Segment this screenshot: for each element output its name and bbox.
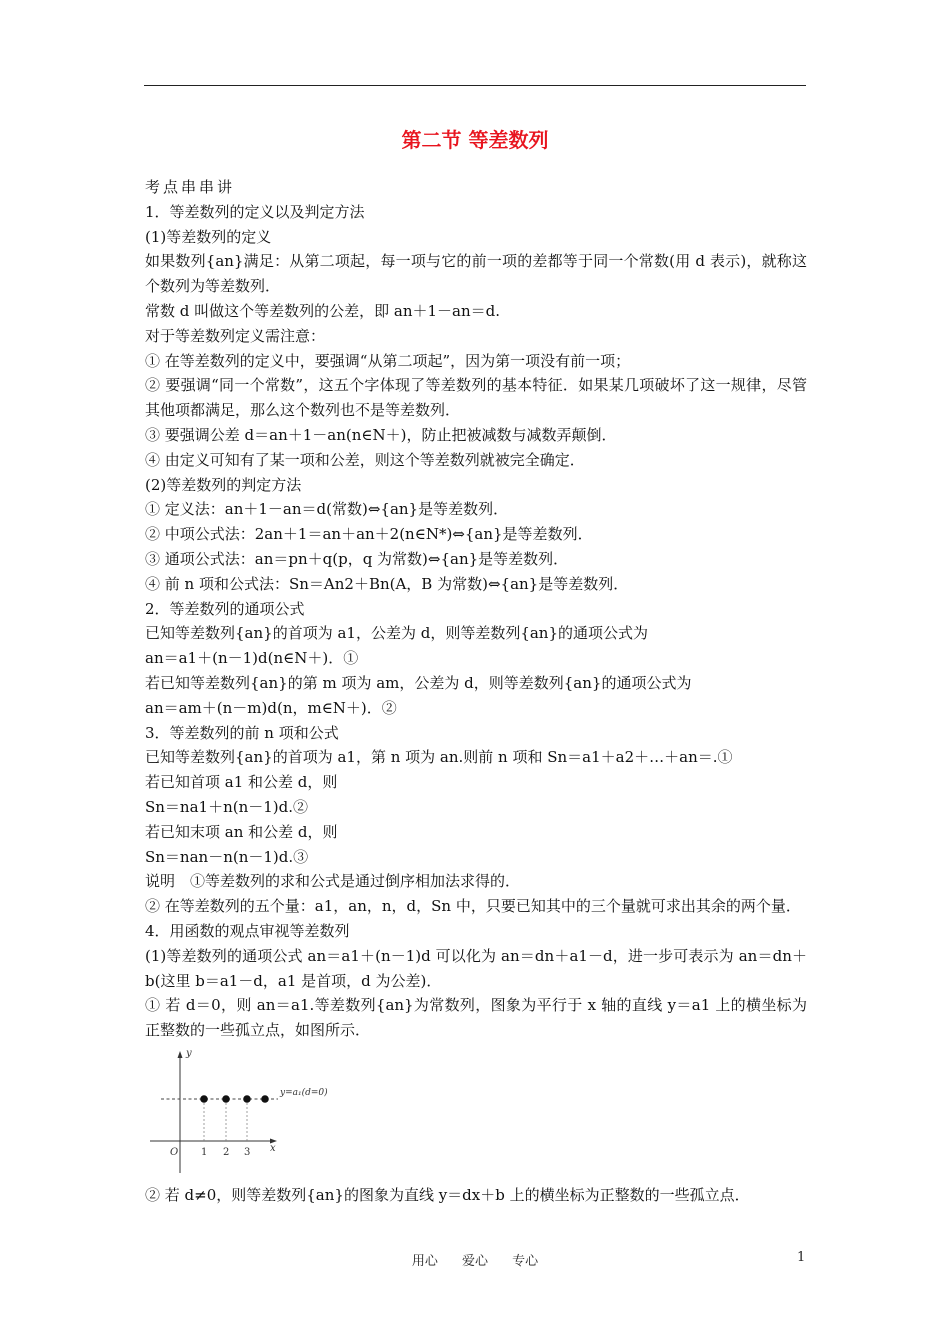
page-number: 1	[797, 1250, 806, 1265]
text-line: 已知等差数列{an}的首项为 a1，第 n 项为 an.则前 n 项和 Sn＝a1＋a2＋…＋an＝.①	[145, 748, 733, 767]
footer-text: 用心	[411, 1254, 438, 1269]
text-line: (1)等差数列的通项公式 an＝a1＋(n－1)d 可以化为 an＝dn＋a1－d，进一步可表示为 an＝dn＋b(这里 b＝a1－d，a1 是首项，d 为公差)．	[145, 946, 807, 990]
text-line: an＝am＋(n－m)d(n，m∈N＋)．②	[145, 698, 397, 717]
text-line: ① 定义法：an＋1－an＝d(常数)⇔{an}是等差数列．	[145, 500, 509, 519]
text-line: ② 中项公式法：2an＋1＝an＋an＋2(n∈N*)⇔{an}是等差数列．	[145, 525, 593, 544]
text-line: 常数 d 叫做这个等差数列的公差，即 an＋1－an＝d.	[145, 301, 501, 320]
text-line: ④ 前 n 项和公式法：Sn＝An2＋Bn(A，B 为常数)⇔{an}是等差数列．	[145, 574, 629, 593]
text-line: ② 要强调“同一个常数”，这五个字体现了等差数列的基本特征．如果某几项破坏了这一规律，尽管其他项都满足，那么这个数列也不是等差数列．	[145, 376, 807, 420]
section-heading: 考点串串讲	[145, 178, 236, 196]
text-line: ③ 要强调公差 d＝an＋1－an(n∈N＋)，防止把被减数与减数弄颠倒．	[145, 425, 617, 444]
text-line: 对于等差数列定义需注意：	[145, 326, 326, 345]
text-line: 4．用函数的观点审视等差数列	[145, 921, 350, 940]
x-tick-label: 1	[201, 1146, 208, 1158]
origin-label: O	[170, 1146, 179, 1158]
footer-text: 爱心	[461, 1254, 488, 1269]
page-footer	[0, 1250, 950, 1269]
text-line: 若已知等差数列{an}的第 m 项为 am，公差为 d，则等差数列{an}的通项公式为	[145, 673, 692, 692]
document-body	[145, 175, 807, 1208]
text-line: ② 在等差数列的五个量：a1，an，n，d，Sn 中，只要已知其中的三个量就可求出其余的两个量．	[145, 897, 801, 916]
sequence-point	[243, 1095, 251, 1103]
text-line: 1．等差数列的定义以及判定方法	[145, 202, 365, 221]
text-line: 说明 ①等差数列的求和公式是通过倒序相加法求得的．	[145, 872, 521, 891]
x-tick-label: 2	[223, 1146, 230, 1158]
text-line: Sn＝na1＋n(n－1)d.②	[145, 797, 309, 816]
text-line: 若已知末项 an 和公差 d，则	[145, 822, 338, 841]
text-line: ④ 由定义可知有了某一项和公差，则这个等差数列就被完全确定．	[145, 450, 585, 469]
text-line: 如果数列{an}满足：从第二项起，每一项与它的前一项的差都等于同一个常数(用 d 表示)，就称这个数列为等差数列．	[145, 252, 807, 296]
header-rule	[144, 85, 806, 86]
sequence-point	[222, 1095, 230, 1103]
text-line: ③ 通项公式法：an＝pn＋q(p，q 为常数)⇔{an}是等差数列．	[145, 549, 569, 568]
text-line: 已知等差数列{an}的首项为 a1，公差为 d，则等差数列{an}的通项公式为	[145, 624, 649, 643]
text-line: 若已知首项 a1 和公差 d，则	[145, 773, 338, 792]
footer-text: 专心	[512, 1254, 539, 1269]
figure-svg	[145, 1043, 345, 1183]
page-title: 第二节 等差数列	[401, 128, 549, 152]
y-axis-arrow	[178, 1051, 183, 1058]
text-line: ② 若 d≠0，则等差数列{an}的图象为直线 y＝dx＋b 上的横坐标为正整数的一些孤立点．	[145, 1185, 750, 1204]
text-line: ① 在等差数列的定义中，要强调“从第二项起”，因为第一项没有前一项；	[145, 351, 631, 370]
text-line: ① 若 d＝0，则 an＝a1.等差数列{an}为常数列，图象为平行于 x 轴的直线 y＝a1 上的横坐标为正整数的一些孤立点，如图所示．	[145, 996, 807, 1040]
y-axis-label: y	[186, 1047, 192, 1059]
text-line: 2．等差数列的通项公式	[145, 599, 305, 618]
text-line: Sn＝nan－n(n－1)d.③	[145, 847, 309, 866]
text-line: (2)等差数列的判定方法	[145, 475, 302, 494]
text-line: an＝a1＋(n－1)d(n∈N＋)．①	[145, 649, 359, 668]
text-line: 3．等差数列的前 n 项和公式	[145, 723, 339, 742]
sequence-point	[200, 1095, 208, 1103]
sequence-point	[261, 1095, 269, 1103]
constant-sequence-figure	[145, 1043, 807, 1183]
x-tick-label: 3	[244, 1146, 251, 1158]
x-axis-label: x	[270, 1142, 276, 1154]
text-line: (1)等差数列的定义	[145, 227, 272, 246]
line-label: y=a₁(d=0)	[280, 1087, 328, 1098]
